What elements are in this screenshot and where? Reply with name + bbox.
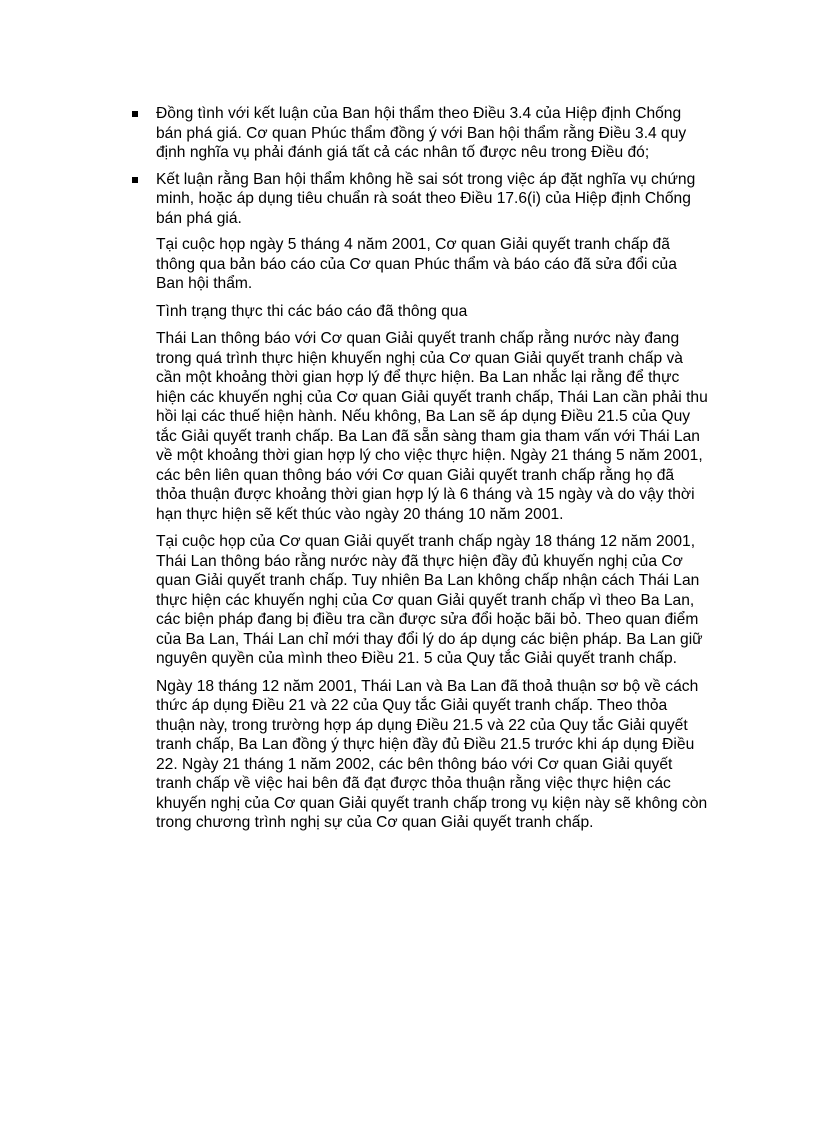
list-item (128, 170, 708, 229)
paragraph-dsb-meeting: Tại cuộc họp của Cơ quan Giải quyết tranh chấp ngày 18 tháng 12 năm 2001, Thái Lan thông báo rằng nước này đã thực hiện đầy đủ khuyến nghị của Cơ quan Giải quyết tranh chấp. Tuy nhiên Ba Lan không chấp nhận cách Thái Lan thực hiện các khuyến nghị của Cơ quan Giải quyết tranh chấp vì theo Ba Lan, các biện pháp đang bị điều tra cần được sửa đổi hoặc bãi bỏ. Theo quan điểm của Ba Lan, Thái Lan chỉ mới thay đổi lý do áp dụng các biện pháp. Ba Lan giữ nguyên quyền của mình theo Điều 21. 5 của Quy tắc Giải quyết tranh chấp. (156, 533, 703, 667)
conclusion-bullet-list (128, 104, 708, 228)
list-item (128, 104, 708, 163)
section-heading-implementation: Tình trạng thực thi các báo cáo đã thông qua (156, 302, 468, 320)
paragraph-reasonable-period: Thái Lan thông báo với Cơ quan Giải quyết tranh chấp rằng nước này đang trong quá trình thực hiện khuyến nghị của Cơ quan Giải quyết tranh chấp và cần một khoảng thời gian hợp lý để thực hiện. Ba Lan nhắc lại rằng để thực hiện các khuyến nghị của Cơ quan Giải quyết tranh chấp, Thái Lan cần phải thu hồi lại các thuế hiện hành. Nếu không, Ba Lan sẽ áp dụng Điều 21.5 của Quy tắc Giải quyết tranh chấp. Ba Lan đã sẵn sàng tham gia tham vấn với Thái Lan về một khoảng thời gian hợp lý cho việc thực hiện. Ngày 21 tháng 5 năm 2001, các bên liên quan thông báo với Cơ quan Giải quyết tranh chấp rằng họ đã thỏa thuận được khoảng thời gian hợp lý là 6 tháng và 15 ngày và do vậy thời hạn thực hiện sẽ kết thúc vào ngày 20 tháng 10 năm 2001. (156, 330, 708, 523)
document-body (128, 104, 708, 841)
bullet-text: Kết luận rằng Ban hội thẩm không hề sai sót trong việc áp đặt nghĩa vụ chứng minh, hoặc áp dụng tiêu chuẩn rà soát theo Điều 17.6(i) của Hiệp định Chống bán phá giá. (156, 170, 696, 227)
bullet-text: Đồng tình với kết luận của Ban hội thẩm theo Điều 3.4 của Hiệp định Chống bán phá giá. Cơ quan Phúc thẩm đồng ý với Ban hội thẩm rằng Điều 3.4 quy định nghĩa vụ phải đánh giá tất cả các nhân tố được nêu trong Điều đó; (156, 105, 687, 161)
paragraph-adoption: Tại cuộc họp ngày 5 tháng 4 năm 2001, Cơ quan Giải quyết tranh chấp đã thông qua bản báo cáo của Cơ quan Phúc thẩm và báo cáo đã sửa đổi của Ban hội thẩm. (156, 236, 677, 292)
square-bullet-icon (132, 177, 138, 183)
square-bullet-icon (132, 111, 138, 117)
paragraph-sequencing-agreement: Ngày 18 tháng 12 năm 2001, Thái Lan và Ba Lan đã thoả thuận sơ bộ về cách thức áp dụng Điều 21 và 22 của Quy tắc Giải quyết tranh chấp. Theo thỏa thuận này, trong trường hợp áp dụng Điều 21.5 và 22 của Quy tắc Giải quyết tranh chấp, Ba Lan đồng ý thực hiện đầy đủ Điều 21.5 trước khi áp dụng Điều 22. Ngày 21 tháng 1 năm 2002, các bên thông báo với Cơ quan Giải quyết tranh chấp về việc hai bên đã đạt được thỏa thuận rằng việc thực hiện các khuyến nghị của Cơ quan Giải quyết tranh chấp trong vụ kiện này sẽ không còn trong chương trình nghị sự của Cơ quan Giải quyết tranh chấp. (156, 677, 708, 831)
